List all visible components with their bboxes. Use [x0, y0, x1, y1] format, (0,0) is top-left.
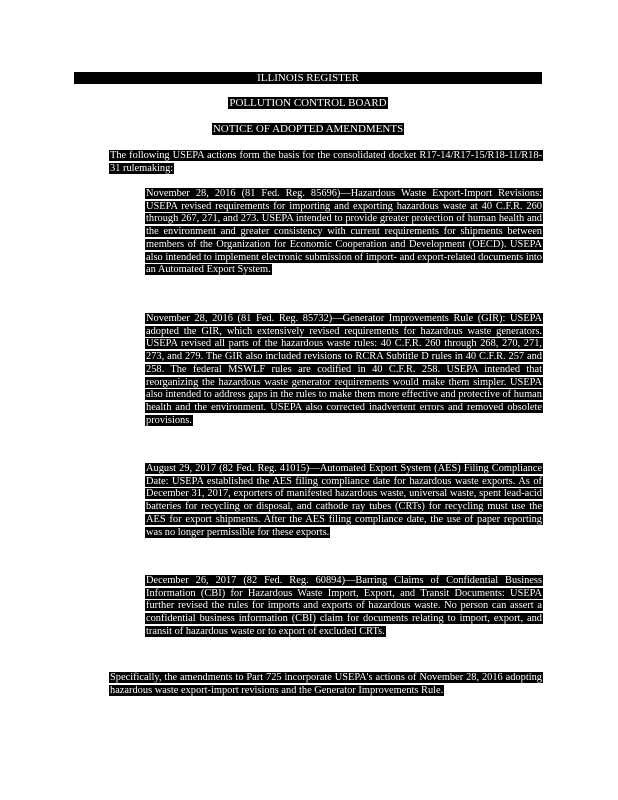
action-item — [145, 575, 543, 639]
action-item-text: November 28, 2016 (81 Fed. Reg. 85696)—Hazardous Waste Export-Import Revisions: USEPA revised requirements for importing and exporting hazardous waste at 40 C.F.R. 260 through 267, 271, and 273. USEPA intended to provide greater protection of human health and the environment and greater consistency with current requirements for shipments between members of the Organization for Economic Cooperation and Development (OECD). USEPA also intended to implement electronic submission of import- and export-related documents into an Automated Export System. — [146, 188, 542, 276]
intro-paragraph — [109, 150, 543, 175]
register-title: ILLINOIS REGISTER — [257, 72, 359, 84]
closing-paragraph — [109, 672, 543, 697]
action-item-text: December 26, 2017 (82 Fed. Reg. 60894)—Barring Claims of Confidential Business Information (CBI) for Hazardous Waste Import, Export, and Transit Documents: USEPA further revised the rules for imports and exports of hazardous waste. No person can assert a confidential business information (CBI) claim for documents relating to import, export, and transit of hazardous waste or to export of excluded CRTs. — [146, 575, 542, 637]
board-header — [222, 97, 394, 109]
action-item — [145, 188, 543, 277]
closing-text: Specifically, the amendments to Part 725 incorporate USEPA's actions of November 28, 2016 adopting hazardous waste export-import revisions and the Generator Improvements Rule. — [110, 672, 542, 696]
action-item-text: August 29, 2017 (82 Fed. Reg. 41015)—Automated Export System (AES) Filing Compliance Date: USEPA established the AES filing compliance date for hazardous waste exports. As of December 31, 2017, exporters of manifested hazardous waste, universal waste, spent lead-acid batteries for recycling or disposal, and cathode ray tubes (CRTs) for recycling must use the AES for export shipments. After the AES filing compliance date, the use of paper reporting was no longer permissible for these exports. — [146, 463, 542, 538]
action-item — [145, 463, 543, 539]
notice-header — [200, 123, 416, 135]
action-item — [145, 313, 543, 427]
intro-text: The following USEPA actions form the basis for the consolidated docket R17-14/R17-15/R18-11/R18-31 rulemaking: — [110, 150, 542, 174]
action-item-text: November 28, 2016 (81 Fed. Reg. 85732)—Generator Improvements Rule (GIR): USEPA adopted the GIR, which extensively revised requirements for hazardous waste generators. USEPA revised all parts of the hazardous waste rules: 40 C.F.R. 260 through 268, 270, 271, 273, and 279. The GIR also included revisions to RCRA Subtitle D rules in 40 C.F.R. 257 and 258. The federal MSWLF rules are codified in 40 C.F.R. 258. USEPA intended that reorganizing the hazardous waste generator requirements would make them simpler. USEPA also intended to address gaps in the rules to make them more effective and protective of human health and the environment. USEPA also corrected inadvertent errors and removed obsolete provisions. — [146, 313, 542, 426]
notice-title: NOTICE OF ADOPTED AMENDMENTS — [212, 123, 404, 135]
register-header — [74, 72, 542, 84]
board-title: POLLUTION CONTROL BOARD — [229, 97, 387, 109]
